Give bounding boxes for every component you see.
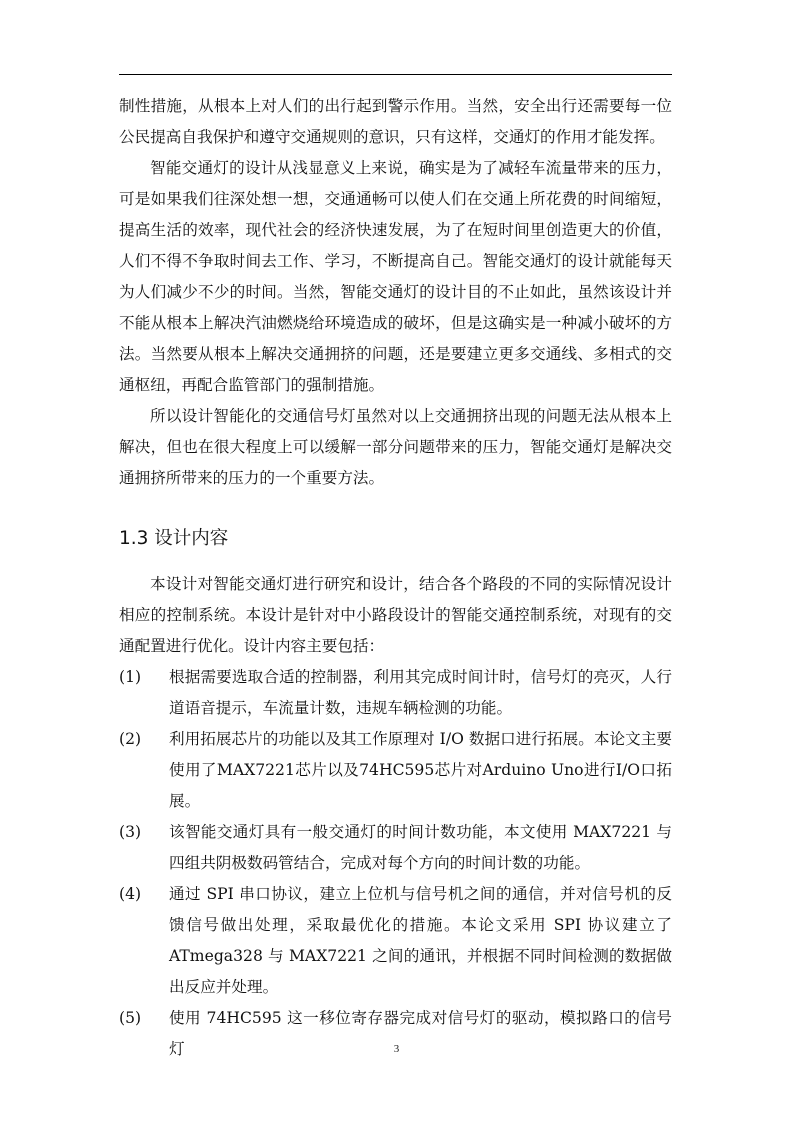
list-item-number: (3): [119, 823, 142, 841]
list-item: [119, 1003, 672, 1065]
list-item-text: 该智能交通灯具有一般交通灯的时间计数功能，本文使用 MAX7221 与四组共阴极数码管结合，完成对每个方向的时间计数的功能。: [169, 823, 672, 872]
list-item: [119, 724, 672, 817]
list-item-number: (4): [119, 885, 142, 903]
list-item: [119, 879, 672, 1003]
section-heading: 1.3 设计内容: [119, 528, 229, 549]
header-rule: [119, 74, 672, 75]
list-item-text: 利用拓展芯片的功能以及其工作原理对 I/O 数据口进行拓展。本论文主要使用了MAX7221芯片以及74HC595芯片对Arduino Uno进行I/O口拓展。: [169, 730, 672, 810]
list-item-number: (5): [119, 1009, 142, 1027]
list-item: [119, 817, 672, 879]
page-body: [119, 91, 672, 1065]
list-item-text: 通过 SPI 串口协议，建立上位机与信号机之间的通信，并对信号机的反馈信号做出处理，采取最优化的措施。本论文采用 SPI 协议建立了ATmega328 与 MAX7221 之间的通讯，并根据不同时间检测的数据做出反应并处理。: [169, 885, 672, 996]
list-item-text: 使用 74HC595 这一移位寄存器完成对信号灯的驱动，模拟路口的信号灯: [169, 1009, 672, 1058]
list-item: [119, 662, 672, 724]
paragraph: 所以设计智能化的交通信号灯虽然对以上交通拥挤出现的问题无法从根本上解决，但也在很大程度上可以缓解一部分问题带来的压力，智能交通灯是解决交通拥挤所带来的压力的一个重要方法。: [119, 407, 672, 487]
design-content-list: [119, 662, 672, 1065]
section-intro: 本设计对智能交通灯进行研究和设计，结合各个路段的不同的实际情况设计相应的控制系统。本设计是针对中小路段设计的智能交通控制系统，对现有的交通配置进行优化。设计内容主要包括：: [119, 575, 672, 655]
list-item-number: (2): [119, 730, 142, 748]
paragraph: 智能交通灯的设计从浅显意义上来说，确实是为了减轻车流量带来的压力，可是如果我们往深处想一想，交通通畅可以使人们在交通上所花费的时间缩短，提高生活的效率，现代社会的经济快速发展，为了在短时间里创造更大的价值，人们不得不争取时间去工作、学习，不断提高自己。智能交通灯的设计就能每天为人们减少不少的时间。当然，智能交通灯的设计目的不止如此，虽然该设计并不能从根本上解决汽油燃烧给环境造成的破坏，但是这确实是一种减小破坏的方法。当然要从根本上解决交通拥挤的问题，还是要建立更多交通线、多相式的交通枢纽，再配合监管部门的强制措施。: [119, 159, 672, 394]
paragraph-continued: 制性措施，从根本上对人们的出行起到警示作用。当然，安全出行还需要每一位公民提高自我保护和遵守交通规则的意识，只有这样，交通灯的作用才能发挥。: [119, 97, 672, 146]
list-item-number: (1): [119, 668, 142, 686]
list-item-text: 根据需要选取合适的控制器，利用其完成时间计时，信号灯的亮灭，人行道语音提示，车流量计数，违规车辆检测的功能。: [169, 668, 672, 717]
page-number: 3: [393, 1043, 400, 1055]
